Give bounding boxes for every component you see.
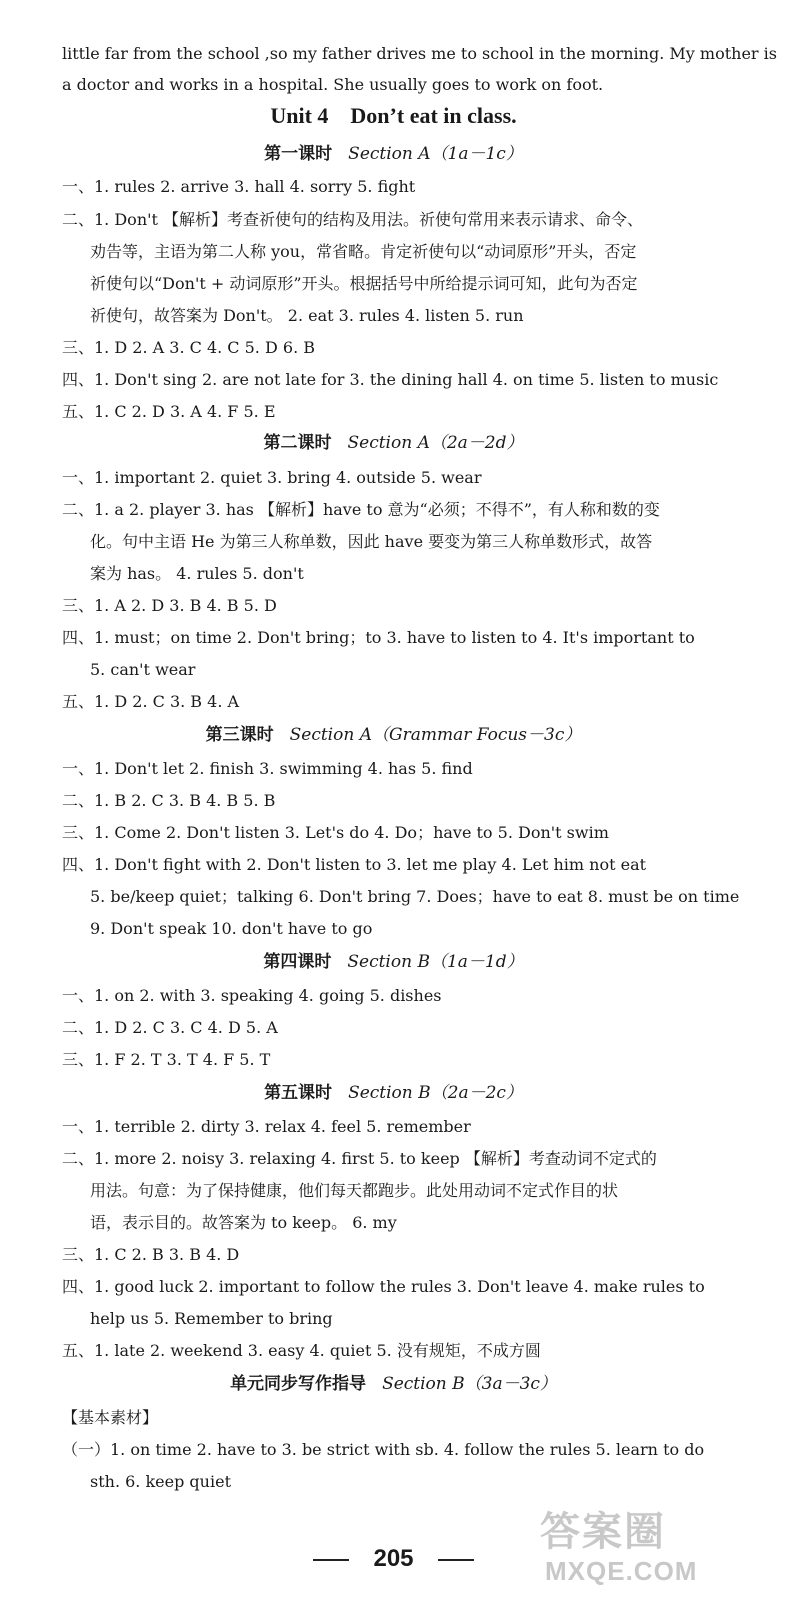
intro-line-1: little far from the school ,so my father drives me to school in the morning. My mother is [62,44,777,63]
lesson-5-answer-line: 语，表示目的。故答案为 to keep。 6. my [90,1213,397,1232]
writing-answer-line: sth. 6. keep quiet [90,1472,231,1491]
lesson-4-section: Section B（1a－1d） [347,952,524,972]
lesson-5-heading [0,1080,787,1106]
lesson-2-answer-line: 二、1. a 2. player 3. has 【解析】have to 意为“必须；不得不”，有人称和数的变 [62,500,660,519]
lesson-3-answer-line: 9. Don't speak 10. don't have to go [90,919,373,938]
lesson-1-answer-line: 三、1. D 2. A 3. C 4. C 5. D 6. B [62,338,315,357]
lesson-3-answer-line: 5. be/keep quiet；talking 6. Don't bring 7. Does；have to eat 8. must be on time [90,887,740,906]
lesson-1-answer-line: 祈使句以“Don't + 动词原形”开头。根据括号中所给提示词可知，此句为否定 [90,274,638,293]
dash-left [313,1559,349,1561]
lesson-3-heading [0,722,787,748]
lesson-2-answer-line: 一、1. important 2. quiet 3. bring 4. outside 5. wear [62,468,482,487]
lesson-1-answer-line: 五、1. C 2. D 3. A 4. F 5. E [62,402,276,421]
lesson-1-section: Section A（1a－1c） [348,144,523,164]
lesson-1-answer-line: 一、1. rules 2. arrive 3. hall 4. sorry 5. fight [62,177,416,196]
lesson-5-answer-line: 五、1. late 2. weekend 3. easy 4. quiet 5. 没有规矩，不成方圆 [62,1341,541,1360]
lesson-3-answer-line: 一、1. Don't let 2. finish 3. swimming 4. has 5. find [62,759,473,778]
lesson-5-answer-line: 一、1. terrible 2. dirty 3. relax 4. feel 5. remember [62,1117,471,1136]
lesson-3-answer-line: 二、1. B 2. C 3. B 4. B 5. B [62,791,276,810]
lesson-4-title: 第四课时 [263,952,332,972]
lesson-4-answer-line: 一、1. on 2. with 3. speaking 4. going 5. dishes [62,986,442,1005]
lesson-2-answer-line: 五、1. D 2. C 3. B 4. A [62,692,240,711]
page-number: 205 [0,1545,787,1573]
lesson-4-heading [0,949,787,975]
lesson-3-answer-line: 四、1. Don't fight with 2. Don't listen to 3. let me play 4. Let him not eat [62,855,647,874]
lesson-5-answer-line: 三、1. C 2. B 3. B 4. D [62,1245,240,1264]
lesson-5-answer-line: 二、1. more 2. noisy 3. relaxing 4. first 5. to keep 【解析】考查动词不定式的 [62,1149,657,1168]
lesson-3-title: 第三课时 [205,725,274,745]
lesson-2-section: Section A（2a－2d） [347,433,524,453]
lesson-2-answer-line: 化。句中主语 He 为第三人称单数，因此 have 要变为第三人称单数形式，故答 [90,532,653,551]
lesson-2-answer-line: 三、1. A 2. D 3. B 4. B 5. D [62,596,277,615]
lesson-3-answer-line: 三、1. Come 2. Don't listen 3. Let's do 4. Do；have to 5. Don't swim [62,823,609,842]
lesson-5-section: Section B（2a－2c） [348,1083,523,1103]
lesson-5-answer-line: help us 5. Remember to bring [90,1309,333,1328]
lesson-2-answer-line: 四、1. must；on time 2. Don't bring；to 3. have to listen to 4. It's important to [62,628,695,647]
lesson-2-heading [0,430,787,456]
lesson-4-answer-line: 三、1. F 2. T 3. T 4. F 5. T [62,1050,271,1069]
writing-answer-line: （一）1. on time 2. have to 3. be strict with sb. 4. follow the rules 5. learn to do [62,1440,705,1459]
lesson-1-answer-line: 祈使句，故答案为 Don't。 2. eat 3. rules 4. listen 5. run [90,306,524,325]
lesson-2-title: 第二课时 [263,433,332,453]
lesson-1-heading [0,141,787,167]
writing-material-label: 【基本素材】 [62,1408,159,1427]
writing-title: 单元同步写作指导 [230,1374,367,1394]
lesson-5-answer-line: 四、1. good luck 2. important to follow the rules 3. Don't leave 4. make rules to [62,1277,705,1296]
lesson-3-section: Section A（Grammar Focus－3c） [289,725,582,745]
writing-section: Section B（3a－3c） [382,1374,557,1394]
lesson-5-answer-line: 用法。句意：为了保持健康，他们每天都跑步。此处用动词不定式作目的状 [90,1181,619,1200]
lesson-1-answer-line: 劝告等，主语为第二人称 you，常省略。肯定祈使句以“动词原形”开头，否定 [90,242,637,261]
unit-number: Unit 4 [270,103,329,128]
dash-right [438,1559,474,1561]
unit-title [0,101,787,131]
lesson-1-answer-line: 二、1. Don't 【解析】考查祈使句的结构及用法。祈使句常用来表示请求、命令、 [62,210,644,229]
lesson-1-answer-line: 四、1. Don't sing 2. are not late for 3. the dining hall 4. on time 5. listen to music [62,370,719,389]
watermark [540,1500,780,1600]
lesson-1-title: 第一课时 [264,144,333,164]
lesson-2-answer-line: 5. can't wear [90,660,196,679]
unit-name: Don’t eat in class. [350,103,517,128]
writing-heading [0,1371,787,1397]
lesson-2-answer-line: 案为 has。 4. rules 5. don't [90,564,304,583]
watermark-text: 答案圈 [540,1510,666,1554]
watermark-url: MXQE.COM [545,1556,698,1586]
intro-line-2: a doctor and works in a hospital. She usually goes to work on foot. [62,75,604,94]
lesson-4-answer-line: 二、1. D 2. C 3. C 4. D 5. A [62,1018,278,1037]
lesson-5-title: 第五课时 [264,1083,333,1103]
